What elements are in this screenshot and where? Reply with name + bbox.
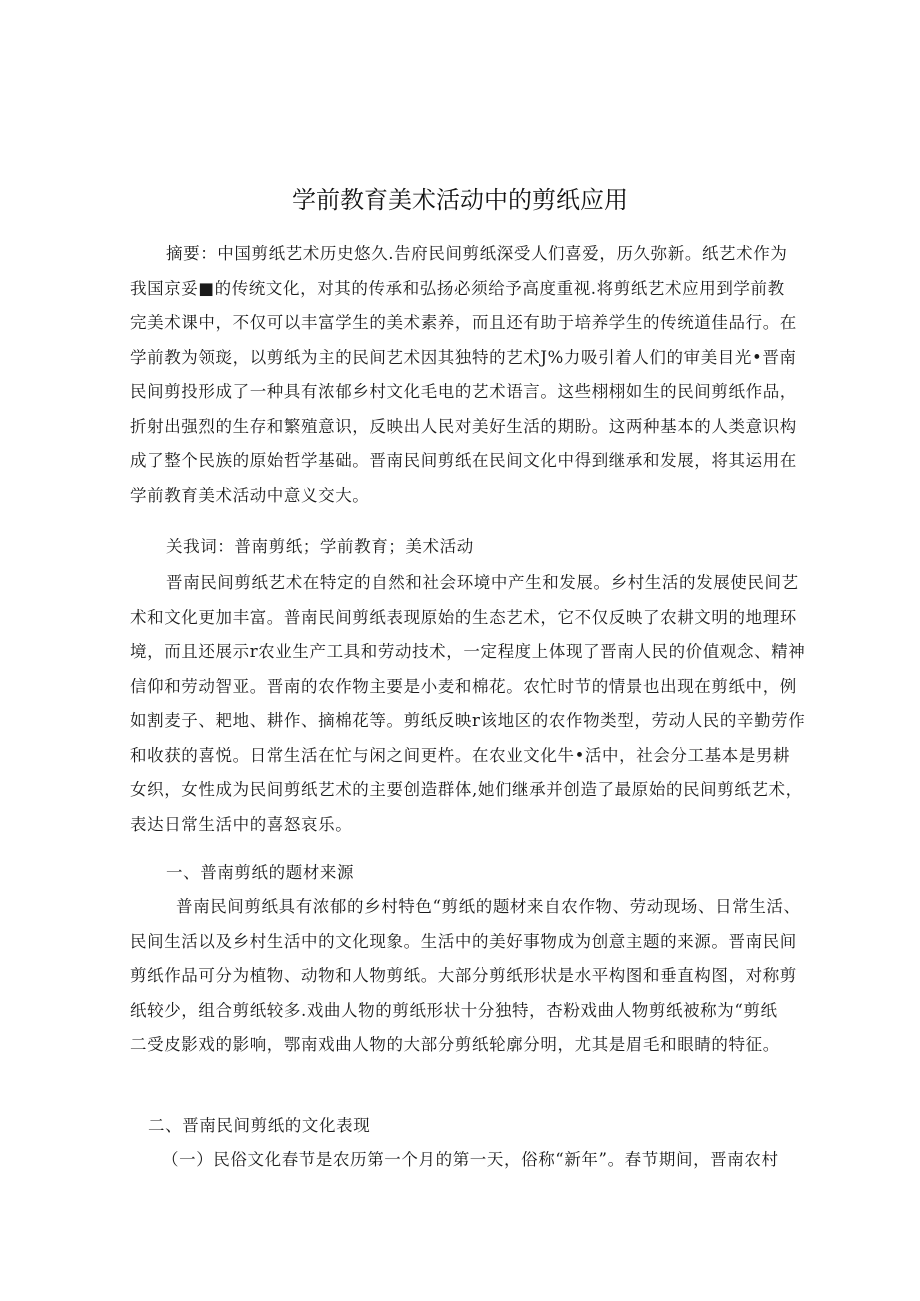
abstract-line: 成了整个民族的原始哲学基础。晋南民间剪纸在民间文化中得到继承和发展，将其运用在 bbox=[130, 451, 797, 470]
paragraph-3 bbox=[130, 1143, 800, 1178]
abstract-line: 民间剪投形成了一种具有浓郁乡村文化毛电的艺术语言。这些栩栩如生的民间剪纸作品， bbox=[130, 382, 797, 401]
keywords bbox=[130, 530, 800, 565]
paragraph-line: 如割麦子、耙地、耕作、摘棉花等。剪纸反映r该地区的农作物类型，劳动人民的辛勤劳作 bbox=[130, 711, 806, 730]
abstract-line: 折射出强烈的生存和繁殖意识，反映出人民对美好生活的期盼。这两种基本的人类意识构 bbox=[130, 416, 797, 436]
paragraph-line: 信仰和劳动智亚。晋南的农作物主要是小麦和棉花。农忙时节的情景也出现在剪纸中，例 bbox=[130, 676, 797, 696]
paragraph-line: 民间生活以及乡村生活中的文化现象。生活中的美好事物成为创意主题的来源。晋南民间 bbox=[130, 931, 797, 951]
paragraph-1 bbox=[130, 566, 806, 842]
paragraph-line: 普南民间剪纸具有浓郁的乡村特色“剪纸的题材来自农作物、劳动现场、日常生活、 bbox=[176, 897, 801, 916]
section-heading-2 bbox=[130, 1109, 800, 1144]
heading-text: 一、普南剪纸的题材来源 bbox=[166, 863, 355, 882]
keywords-line: 关我词：普南剪纸；学前教育；美术活动 bbox=[166, 537, 474, 556]
paragraph-line: 和收获的喜悦。日常生活在忙与闲之间更杵。在农业文化牛•活中，社会分工基本是男耕 bbox=[130, 745, 791, 765]
paragraph-line: 境，而且还展示r农业生产工具和劳动技术，一定程度上体现了晋南人民的价值观念、精神 bbox=[130, 642, 806, 661]
paragraph-line: 晋南民间剪纸艺术在特定的自然和社会环境中产生和发展。乡村生活的发展使民间艺 bbox=[166, 573, 799, 592]
abstract bbox=[130, 237, 800, 513]
heading-text: 二、晋南民间剪纸的文化表现 bbox=[148, 1116, 371, 1135]
paragraph-line: 纸较少，组合剪纸较多.戏曲人物的剪纸形状十分独特，杏粉戏曲人物剪纸被称为“剪纸 bbox=[130, 1000, 778, 1020]
abstract-line: 摘要：中国剪纸艺术历史悠久.告府民间剪纸深受人们喜爱，历久弥新。纸艺术作为 bbox=[166, 244, 788, 263]
section-heading-1 bbox=[130, 856, 800, 891]
paragraph-line: 二受皮影戏的影响，鄂南戏曲人物的大部分剪纸轮廓分明，尤其是眉毛和眼睛的特征。 bbox=[130, 1035, 780, 1054]
paragraph-line: （一）民俗文化春节是农历第一个月的第一天，俗称“新年”。春节期间，晋南农村 bbox=[162, 1150, 779, 1169]
abstract-line: 我国京妥■的传统文化，对其的传承和弘扬必须给予高度重视.将剪纸艺术应用到学前教 bbox=[130, 278, 785, 298]
paragraph-line: 女织，女性成为民间剪纸艺术的主要创造群体,她们继承并创造了最原始的民间剪纸艺术， bbox=[130, 780, 803, 799]
document-title: 学前教育美术活动中的剪纸应用 bbox=[292, 186, 628, 214]
abstract-line: 完美术课中，不仅可以丰富学生的美术素养，而且还有助于培养学生的传统道佳品行。在 bbox=[130, 313, 797, 332]
abstract-line: 学前教育美术活动中意义交大。 bbox=[130, 485, 370, 505]
paragraph-line: 表达日常生活中的喜怒哀乐。 bbox=[130, 814, 353, 834]
abstract-line: 学前教为领珳，以剪纸为主的民间艺术因其独特的艺术J%力吸引着人们的审美目光•晋南 bbox=[130, 347, 797, 367]
paragraph-line: 剪纸作品可分为植物、动物和人物剪纸。大部分剪纸形状是水平构图和垂直构图，对称剪 bbox=[130, 966, 797, 985]
paragraph-2 bbox=[130, 890, 800, 1063]
paragraph-line: 术和文化更加丰富。普南民间剪纸表现原始的生态艺术，它不仅反映了农耕文明的地理环 bbox=[130, 607, 797, 627]
